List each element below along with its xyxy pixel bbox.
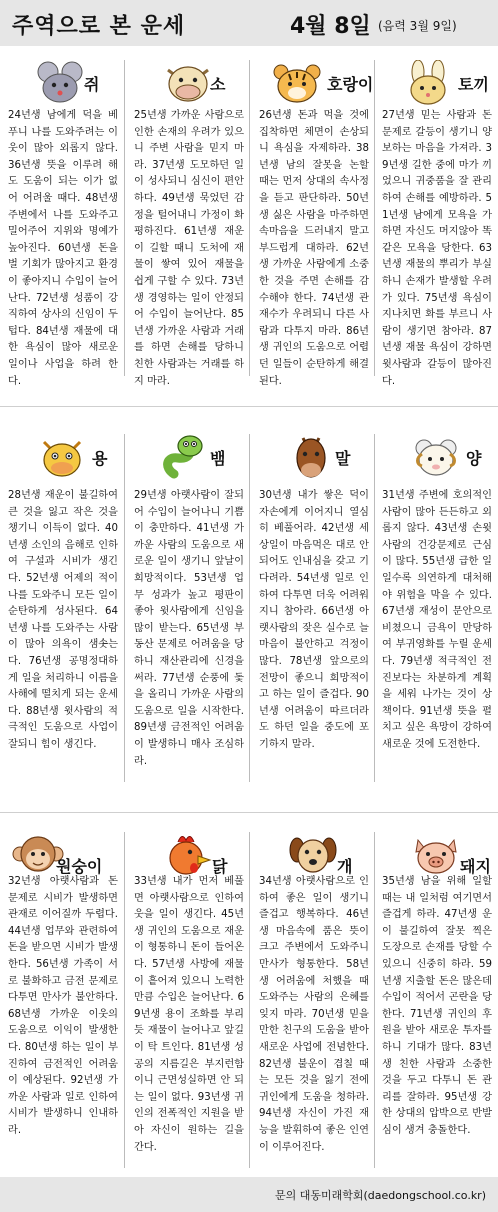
rooster-icon: [160, 832, 216, 878]
panel-dragon: [4, 430, 122, 780]
fortune-text: 33년생 내가 먼저 베풀면 아랫사람으로 인하여 웃을 일이 생긴다. 45년생 귀인의 도움으로 재운이 형통하니 돈이 들어온다. 57년생 사방에 재물이 흩어져 있으니 노력한 만큼 수입은 늘어난다. 69년생 용이 조화를 부리듯 재물이 늘어나고 앞길이 탁 트인다. 81년생 성공의 지름길은 부지런함이니 근면성실하면 안 되는 일이 없다. 93년생 귀인의 전폭적인 지원을 받아 자신이 원하는 길을 간다.: [134, 876, 244, 1153]
mouse-icon: [34, 60, 88, 106]
zodiac-name: 닭: [212, 857, 228, 876]
zodiac-name: 원숭이: [56, 857, 103, 876]
zodiac-name: 토끼: [458, 75, 489, 94]
fortune-text: 25년생 가까운 사람으로 인한 손재의 우려가 있으니 주변 사람을 믿지 마라. 37년생 도모하던 일이 성사되니 심신이 편안하다. 49년생 묵었던 감정을 털어내니 가정이 화평하진다. 61년생 재운이 길할 때니 도처에 재물이 쌓여 있어 재물을 쉽게 구할 수 있다. 73년생 경영하는 일이 안정되어 수입이 늘어난다. 85년생 가까운 사람과 거래를 하면 손해를 당하니 친한 사람과는 거래를 하지 마라.: [134, 110, 244, 387]
panel-tiger: [255, 56, 374, 387]
panel-cow: [130, 56, 248, 387]
zodiac-name: 말: [335, 449, 351, 468]
footer-bar: [0, 1177, 498, 1212]
panel-horse: [255, 430, 373, 780]
fortune-text: 32년생 아랫사람과 돈 문제로 시비가 발생하면 관재로 이어질까 두렵다. 44년생 업무와 관련하여 돈을 받으면 시비가 발생한다. 56년생 가족이 서로 불화하고 금전 문제로 다투면 만사가 불안하다. 68년생 가까운 이웃의 도움으로 이익이 발생한다. 80년생 하는 일이 부진하여 금전적인 어려움이 예상된다. 92년생 가까운 사람과 일로 인하여 시비가 발생하니 인내하라.: [8, 876, 118, 1136]
panel-sheep: [378, 430, 496, 780]
tiger-icon: [269, 60, 325, 106]
column-divider: [249, 60, 250, 376]
fortune-text: 30년생 내가 쌓은 덕이 자손에게 이어지니 열심히 베풀어라. 42년생 세상일이 마음먹은 대로 안 되어도 인내심을 갖고 기다려라. 54년생 일로 인하여 다투면 더욱 어려워지니 참아라. 66년생 아랫사람의 잦은 실수로 늘 마음이 불안하고 걱정이 많다. 78년생 앞으로의 전망이 좋으니 희망적이고 하는 일이 즐겁다. 90년생 어려움이 따르더라도 하던 일을 중도에 포기하지 말라.: [259, 490, 369, 750]
footer-contact: 문의 대동미래학회(daedongschool.co.kr): [275, 1189, 486, 1202]
panel-pig: [378, 828, 496, 1168]
row-divider: [0, 812, 498, 813]
snake-icon: [160, 434, 216, 480]
fortune-text: 24년생 남에게 덕을 베푸니 나를 도와주려는 이웃이 많아 외롭지 않다. 36년생 뜻을 이루려 해도 도움이 되는 이가 없어 어려울 때다. 48년생 주변에서 나를 도와주고 밀어주어 지위와 명예가 높아진다. 60년생 돈을 벌 기회가 많아지고 환경이 좋아지니 수입이 늘어난다. 72년생 성품이 강직하여 상사의 신임이 두텁다. 84년생 재물에 대한 욕심이 많아 새로운 일이나 사업을 하려 한다.: [8, 110, 118, 387]
header-bar: [0, 0, 498, 46]
column-divider: [124, 434, 125, 782]
fortune-text: 28년생 재운이 불길하여 큰 것을 잃고 작은 것을 챙기니 이득이 없다. 40년생 소인의 음해로 인하여 구설과 시비가 생긴다. 52년생 어제의 적이 나를 도와주니 모든 일이 순탄하게 성사된다. 64년생 나를 도와주는 사람이 많아 의욕이 샘솟는다. 76년생 공명정대하게 일을 처리하니 이름을 사해에 떨치게 되는 운세다. 88년생 윗사람의 적극적인 도움으로 사업이 잘되니 힘이 생긴다.: [8, 490, 118, 750]
zodiac-name: 소: [210, 75, 226, 94]
rabbit-icon: [400, 60, 456, 106]
sheep-icon: [408, 434, 464, 480]
panel-dog: [255, 828, 373, 1168]
column-divider: [124, 60, 125, 376]
column-divider: [374, 434, 375, 782]
panel-rabbit: [378, 56, 496, 387]
fortune-text: 29년생 아랫사람이 잘되어 수입이 늘어나니 기쁨이 충만하다. 41년생 가까운 사람의 도움으로 새로운 일이 생기니 앞날이 희망적이다. 53년생 업무 성과가 높고 평판이 좋아 윗사람에게 신임을 많이 받는다. 65년생 부동산 문제로 어려움을 당하니 재산관리에 신경을 써라. 77년생 순풍에 돛을 올리니 가까운 사람의 도움으로 일을 시작한다. 89년생 금전적인 어려움이 발생하니 매사 조심하라.: [134, 490, 244, 767]
dog-icon: [285, 832, 341, 878]
fortune-text: 34년생 아랫사람으로 인하여 좋은 일이 생기니 즐겁고 행복하다. 46년생 마음속에 품은 뜻이 크고 주변에서 도와주니 만사가 형통한다. 58년생 어려움에 처했을 때 도와주는 사람의 은혜를 잊지 마라. 70년생 믿을 만한 친구의 도움을 받아 새로운 사업에 전념한다. 82년생 불운이 겹칠 때는 모든 것을 잃기 전에 귀인에게 도움을 청하라. 94년생 자신이 가진 재능을 발휘하여 좋은 인연이 이루어진다.: [259, 876, 369, 1153]
panel-snake: [130, 430, 248, 780]
fortune-text: 31년생 주변에 호의적인 사람이 많아 든든하고 외롭지 않다. 43년생 손윗사람의 건강문제로 근심이 많다. 55년생 급한 일일수록 의연하게 대처해야 위험을 막을 수 있다. 67년생 재성이 문안으로 비쳤으니 금욕이 만당하여 부귀영화를 누릴 운세다. 79년생 적극적인 전진보다는 차분하게 계획을 세워 나가는 것이 상책이다. 91년생 뜻을 펼치고 싶은 욕망이 강하여 새로운 것에 도전한다.: [382, 490, 492, 750]
row-divider: [0, 406, 498, 407]
fortune-text: 35년생 남을 위해 일할 때는 내 일처럼 여기면서 즐겁게 하라. 47년생 운이 불길하여 잘못 찍은 도장으로 손재를 당할 수 있으니 신중히 하라. 59년생 지출할 돈은 많은데 수입이 적어서 곤란을 당한다. 71년생 귀인의 후원을 받아 새로운 투자를 하니 기대가 많다. 83년생 친한 사람과 소중한 것을 두고 다투니 돈 관리를 잘하라. 95년생 강한 상대의 압박으로 반발심이 생겨 충돌한다.: [382, 876, 492, 1136]
fortune-text: 26년생 돈과 먹을 것에 집착하면 체면이 손상되니 욕심을 자제하라. 38년생 남의 잘못을 논할 때는 먼저 상대의 속사정을 듣고 판단하라. 50년생 싫은 사람을 마주하면 속마음을 드러내지 말고 부드럽게 대하라. 62년생 가까운 사람에게 소중한 것을 주면 손해를 감수해야 한다. 74년생 관재수가 우려되니 다른 사람과 다투지 마라. 86년생 귀인의 도움으로 어렵던 일들이 순탄하게 해결된다.: [259, 110, 369, 387]
pig-icon: [408, 832, 464, 878]
page-title: 주역으로 본 운세: [12, 14, 186, 39]
zodiac-name: 호랑이: [327, 75, 374, 94]
date-label: 4월 8일: [290, 14, 371, 39]
column-divider: [249, 434, 250, 782]
zodiac-name: 돼지: [460, 857, 491, 876]
column-divider: [374, 832, 375, 1168]
column-divider: [124, 832, 125, 1168]
horse-icon: [285, 434, 341, 480]
zodiac-name: 용: [92, 449, 108, 468]
panel-rooster: [130, 828, 248, 1168]
lunar-date-label: (음력 3월 9일): [378, 19, 457, 33]
column-divider: [374, 60, 375, 376]
cow-icon: [160, 60, 216, 106]
fortune-text: 27년생 믿는 사람과 돈 문제로 갈등이 생기니 양보하는 마음을 가져라. 39년생 길한 중에 마가 끼었으니 귀중품을 잘 관리하여 손해를 예방하라. 51년생 남에게 모욕을 가하면 자신도 머지않아 똑같은 모욕을 당한다. 63년생 재물의 뿌리가 부실하니 손재가 발생할 우려가 있다. 75년생 욕심이 지나치면 화를 부르니 사람이 생기면 참아라. 87년생 재물 욕심이 강하면 윗사람과 갈등이 많아진다.: [382, 110, 492, 387]
panel-mouse: [4, 56, 122, 387]
dragon-icon: [34, 434, 90, 480]
column-divider: [249, 832, 250, 1168]
zodiac-name: 뱀: [210, 449, 226, 468]
zodiac-name: 양: [466, 449, 482, 468]
panel-monkey: [4, 828, 122, 1168]
zodiac-name: 쥐: [84, 75, 100, 94]
zodiac-name: 개: [337, 857, 353, 876]
